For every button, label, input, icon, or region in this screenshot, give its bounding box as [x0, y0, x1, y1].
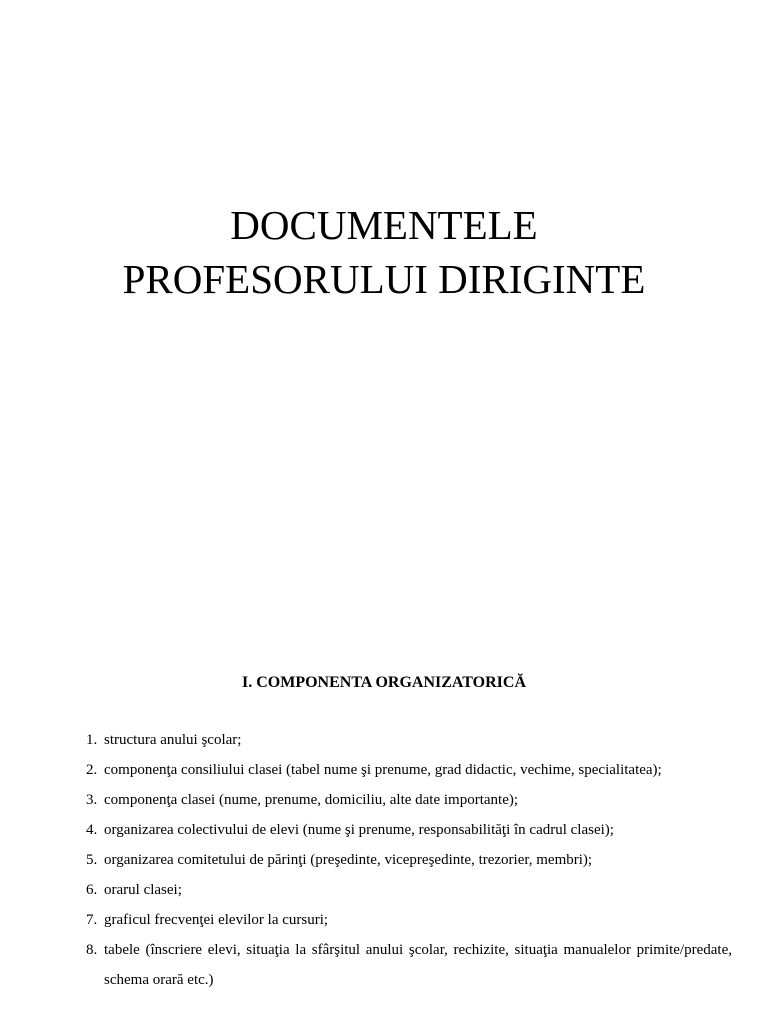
list-item	[86, 785, 732, 815]
list-item-text: componenţa consiliului clasei (tabel nume şi prenume, grad didactic, vechime, specialitatea);	[104, 762, 662, 778]
list-item-number: 7.	[86, 912, 98, 928]
list-item-number: 2.	[86, 762, 98, 778]
list-item-number: 3.	[86, 792, 98, 808]
list-item	[86, 905, 732, 935]
organizational-items-list	[86, 725, 732, 995]
list-item-text: organizarea colectivului de elevi (nume şi prenume, responsabilităţi în cadrul clasei);	[104, 822, 614, 838]
list-item-number: 1.	[86, 732, 98, 748]
list-item-number: 5.	[86, 852, 98, 868]
list-item-number: 8.	[86, 942, 98, 958]
list-item-text: organizarea comitetului de părinţi (preşedinte, vicepreşedinte, trezorier, membri);	[104, 852, 593, 868]
title-line-2: PROFESORULUI DIRIGINTE	[122, 256, 646, 302]
list-item-text: structura anului şcolar;	[104, 732, 242, 748]
list-item	[86, 875, 732, 905]
list-item	[86, 845, 732, 875]
document-title	[0, 198, 768, 306]
list-item-text: graficul frecvenţei elevilor la cursuri;	[104, 912, 329, 928]
list-item	[86, 815, 732, 845]
list-item	[86, 725, 732, 755]
list-item	[86, 935, 732, 995]
list-item-number: 6.	[86, 882, 98, 898]
list-item-number: 4.	[86, 822, 98, 838]
list-item-text: tabele (înscriere elevi, situaţia la sfârşitul anului şcolar, rechizite, situaţia manualelor primite/predate, schema orară etc.)	[104, 942, 732, 988]
list-item-text: componenţa clasei (nume, prenume, domiciliu, alte date importante);	[104, 792, 519, 808]
section-heading: I. COMPONENTA ORGANIZATORICĂ	[241, 674, 527, 691]
title-line-1: DOCUMENTELE	[230, 202, 538, 248]
list-item	[86, 755, 732, 785]
list-item-text: orarul clasei;	[104, 882, 182, 898]
